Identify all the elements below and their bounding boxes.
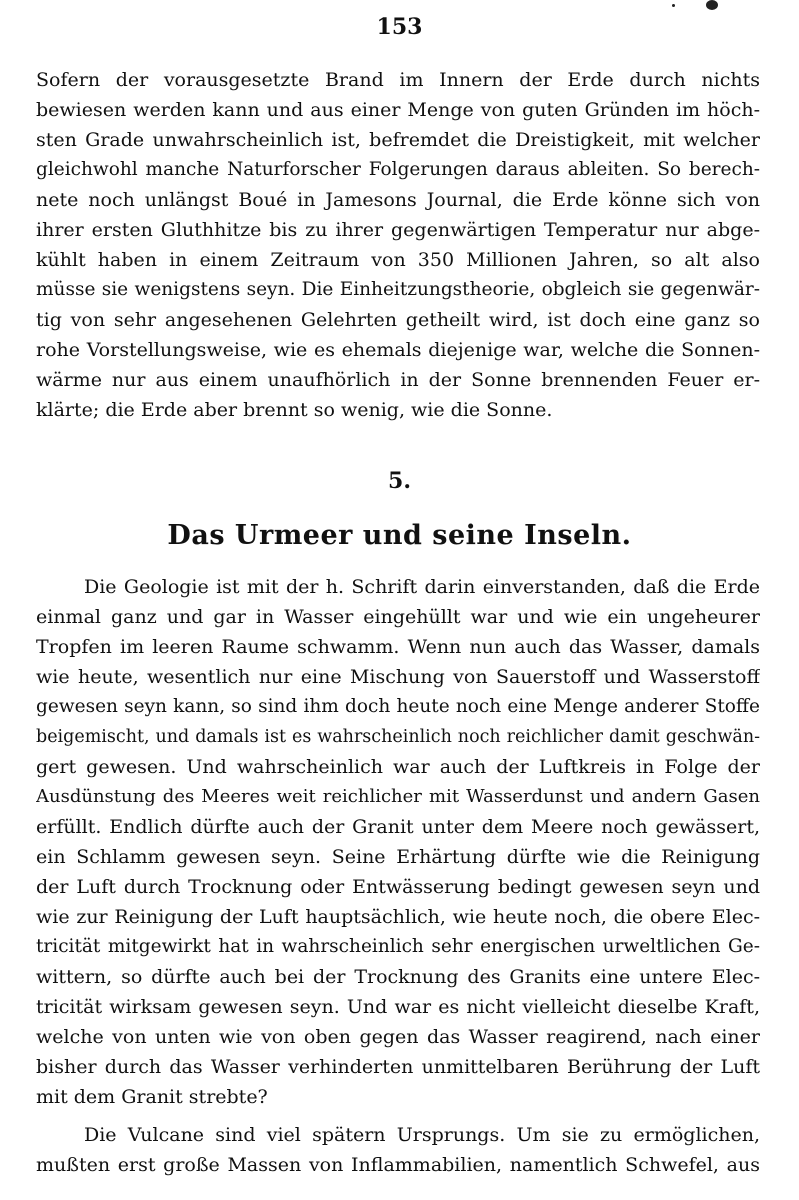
para2-line: mit dem Granit strebte? — [36, 1086, 268, 1108]
para2-line: tricität mitgewirkt hat in wahrscheinlich sehr energischen urweltlichen Ge- — [36, 936, 760, 957]
para2-line: gert gewesen. Und wahrscheinlich war auch der Luftkreis in Folge der — [36, 756, 760, 778]
para2-line: wie heute, wesentlich nur eine Mischung von Sauerstoff und Wasserstoff — [36, 666, 760, 688]
para1-line: klärte; die Erde aber brennt so wenig, wie die Sonne. — [36, 399, 553, 421]
section-number: 5. — [388, 468, 411, 494]
para1-line: rohe Vorstellungsweise, wie es ehemals diejenige war, welche die Sonnen- — [36, 339, 760, 361]
para1-line: tig von sehr angesehenen Gelehrten getheilt wird, ist doch eine ganz so — [36, 309, 760, 331]
para2-line: Ausdünstung des Meeres weit reichlicher mit Wasserdunst und andern Gasen — [36, 786, 760, 807]
para2-line: Die Geologie ist mit der h. Schrift darin einverstanden, daß die Erde — [84, 576, 760, 598]
para2-line: welche von unten wie von oben gegen das Wasser reagirend, nach einer — [36, 1026, 760, 1048]
para2-line: bisher durch das Wasser verhinderten unmittelbaren Berührung der Luft — [36, 1056, 760, 1078]
para2-line: beigemischt, und damals ist es wahrscheinlich noch reichlicher damit geschwän- — [36, 727, 760, 747]
page-number: 153 — [376, 14, 423, 40]
para1-line: ihrer ersten Gluthhitze bis zu ihrer gegenwärtigen Temperatur nur abge- — [36, 219, 760, 241]
para1-line: Sofern der vorausgesetzte Brand im Innern der Erde durch nichts — [36, 69, 760, 91]
para1-line: sten Grade unwahrscheinlich ist, befremdet die Dreistigkeit, mit welcher — [36, 129, 760, 151]
para2-line: wie zur Reinigung der Luft hauptsächlich, wie heute noch, die obere Elec- — [36, 906, 760, 928]
para1-line: kühlt haben in einem Zeitraum von 350 Millionen Jahren, so alt also — [36, 249, 760, 271]
para1-line: gleichwohl manche Naturforscher Folgerungen daraus ableiten. So berech- — [36, 159, 760, 180]
para2-line: wittern, so dürfte auch bei der Trocknung des Granits eine untere Elec- — [36, 966, 760, 988]
para3-line: mußten erst große Massen von Inflammabilien, namentlich Schwefel, aus — [36, 1154, 760, 1176]
para2-line: gewesen seyn kann, so sind ihm doch heute noch eine Menge anderer Stoffe — [36, 696, 760, 717]
para2-line: ein Schlamm gewesen seyn. Seine Erhärtung dürfte wie die Reinigung — [36, 846, 760, 868]
para2-line: erfüllt. Endlich dürfte auch der Granit unter dem Meere noch gewässert, — [36, 816, 760, 838]
para2-line: der Luft durch Trocknung oder Entwässerung bedingt gewesen seyn und — [36, 876, 760, 898]
para1-line: wärme nur aus einem unaufhörlich in der Sonne brennenden Feuer er- — [36, 369, 760, 391]
para1-line: müsse sie wenigstens seyn. Die Einheitzungstheorie, obgleich sie gegenwär- — [36, 279, 760, 300]
ink-speck — [672, 4, 675, 7]
para2-line: Tropfen im leeren Raume schwamm. Wenn nun auch das Wasser, damals — [36, 636, 760, 658]
para2-line: einmal ganz und gar in Wasser eingehüllt war und wie ein ungeheurer — [36, 606, 760, 628]
para1-line: nete noch unlängst Boué in Jamesons Journal, die Erde könne sich von — [36, 189, 760, 211]
ink-speck — [706, 0, 718, 10]
para2-line: tricität wirksam gewesen seyn. Und war es nicht vielleicht dieselbe Kraft, — [36, 996, 760, 1018]
para3-line: Die Vulcane sind viel spätern Ursprungs. Um sie zu ermöglichen, — [84, 1124, 760, 1146]
para1-line: bewiesen werden kann und aus einer Menge von guten Gründen im höch- — [36, 99, 760, 121]
section-title: Das Urmeer und seine Inseln. — [167, 520, 632, 551]
